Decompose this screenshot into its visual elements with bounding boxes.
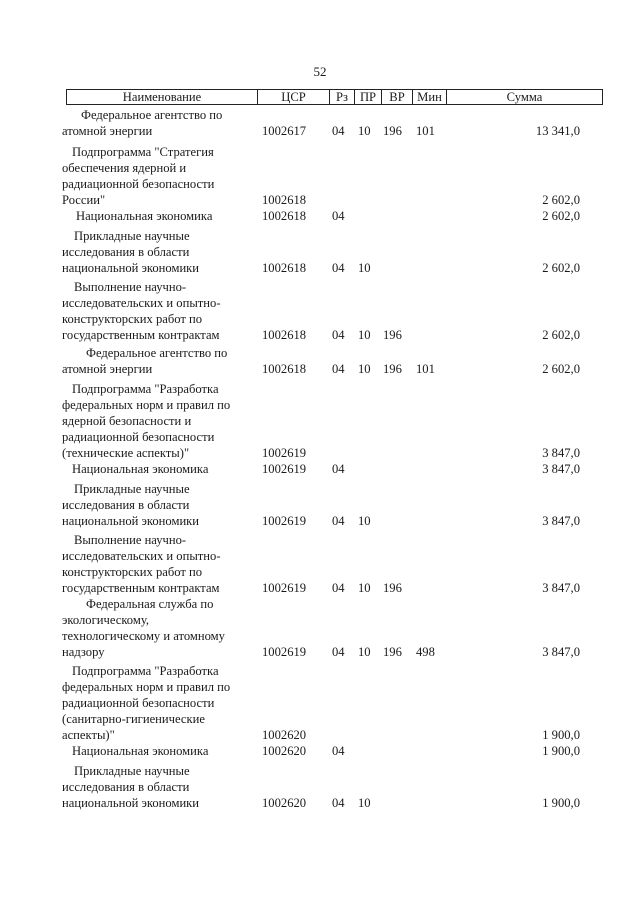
- row-name: Прикладные научные исследования в области национальной экономики: [62, 229, 200, 275]
- row-pr: 10: [358, 261, 371, 275]
- row-csr: 1002619: [262, 446, 307, 460]
- row-name: Федеральная служба по экологическому, технологическому и атомному надзору: [62, 597, 225, 659]
- row-name: Прикладные научные исследования в области национальной экономики: [62, 482, 200, 528]
- row-vr: 196: [383, 581, 402, 595]
- row-pr: 10: [358, 581, 371, 595]
- header-csr: ЦСР: [257, 90, 329, 104]
- row-pr: 10: [358, 514, 371, 528]
- row-pr: 10: [358, 645, 371, 659]
- row-rz: 04: [332, 581, 345, 595]
- row-rz: 04: [332, 124, 345, 138]
- row-csr: 1002618: [262, 328, 307, 342]
- row-pr: 10: [358, 362, 371, 376]
- row-rz: 04: [332, 744, 345, 758]
- row-rz: 04: [332, 261, 345, 275]
- row-csr: 1002620: [262, 796, 307, 810]
- row-min: 101: [416, 362, 435, 376]
- page-number: 52: [313, 64, 327, 79]
- row-name: Подпрограмма "Разработка федеральных норм и правил по радиационной безопасности (санитарно-гигиенические аспекты)": [62, 664, 231, 742]
- row-name: Выполнение научно- исследовательских и опытно- конструкторских работ по государственным контрактам: [62, 280, 221, 342]
- row-sum: 2 602,0: [542, 209, 580, 223]
- row-rz: 04: [332, 362, 345, 376]
- row-csr: 1002618: [262, 261, 307, 275]
- header-pr: ПР: [354, 90, 381, 104]
- row-sum: 2 602,0: [542, 193, 580, 207]
- row-sum: 2 602,0: [542, 362, 580, 376]
- row-name: Национальная экономика: [76, 209, 213, 223]
- row-name: Федеральное агентство по атомной энергии: [62, 346, 228, 376]
- row-vr: 196: [383, 362, 402, 376]
- row-csr: 1002620: [262, 744, 307, 758]
- row-rz: 04: [332, 209, 345, 223]
- row-csr: 1002620: [262, 728, 307, 742]
- row-name: Выполнение научно- исследовательских и опытно- конструкторских работ по государственным контрактам: [62, 533, 221, 595]
- row-csr: 1002618: [262, 362, 307, 376]
- row-sum: 3 847,0: [542, 462, 580, 476]
- row-name: Подпрограмма "Разработка федеральных норм и правил по ядерной безопасности и радиационной безопасности (технические аспекты)": [62, 382, 231, 460]
- row-name: Подпрограмма "Стратегия обеспечения ядерной и радиационной безопасности России": [62, 145, 215, 207]
- header-name: Наименование: [122, 90, 202, 104]
- row-csr: 1002619: [262, 581, 307, 595]
- row-rz: 04: [332, 514, 345, 528]
- row-sum: 1 900,0: [542, 728, 580, 742]
- row-sum: 13 341,0: [535, 124, 580, 138]
- row-vr: 196: [383, 645, 402, 659]
- row-sum: 3 847,0: [542, 514, 580, 528]
- row-vr: 196: [383, 124, 402, 138]
- row-csr: 1002619: [262, 462, 307, 476]
- row-sum: 2 602,0: [542, 261, 580, 275]
- row-sum: 1 900,0: [542, 796, 580, 810]
- header-vr: ВР: [381, 90, 412, 104]
- header-rz: Рз: [329, 90, 354, 104]
- row-min: 101: [416, 124, 435, 138]
- row-csr: 1002617: [262, 124, 307, 138]
- row-csr: 1002618: [262, 193, 307, 207]
- row-sum: 3 847,0: [542, 645, 580, 659]
- row-sum: 3 847,0: [542, 581, 580, 595]
- row-name: Национальная экономика: [72, 744, 209, 758]
- row-pr: 10: [358, 796, 371, 810]
- row-csr: 1002618: [262, 209, 307, 223]
- row-rz: 04: [332, 796, 345, 810]
- header-sum: Сумма: [446, 90, 602, 104]
- row-rz: 04: [332, 328, 345, 342]
- row-pr: 10: [358, 328, 371, 342]
- row-name: Национальная экономика: [72, 462, 209, 476]
- header-min: Мин: [412, 90, 446, 104]
- row-name: Прикладные научные исследования в области национальной экономики: [62, 764, 200, 810]
- row-vr: 196: [383, 328, 402, 342]
- row-csr: 1002619: [262, 645, 307, 659]
- row-sum: 2 602,0: [542, 328, 580, 342]
- row-rz: 04: [332, 645, 345, 659]
- row-name: Федеральное агентство по атомной энергии: [62, 108, 223, 138]
- row-rz: 04: [332, 462, 345, 476]
- row-sum: 1 900,0: [542, 744, 580, 758]
- row-csr: 1002619: [262, 514, 307, 528]
- row-sum: 3 847,0: [542, 446, 580, 460]
- row-min: 498: [416, 645, 435, 659]
- row-pr: 10: [358, 124, 371, 138]
